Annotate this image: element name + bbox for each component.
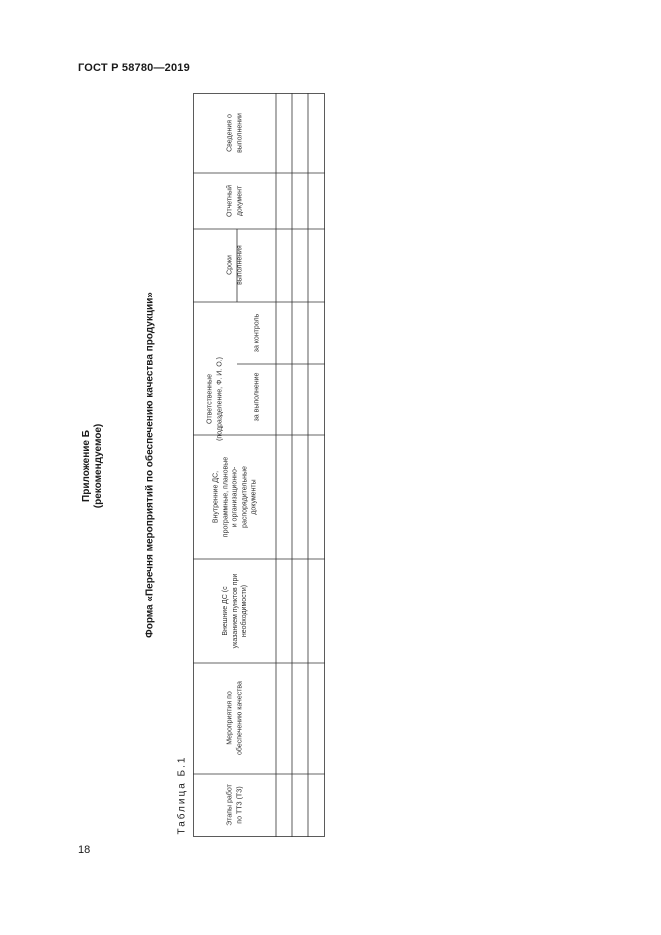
col-header-responsible-execution: за выполнение — [253, 372, 261, 422]
col-header-internal-docs: Внутренние ДС, программные, плановые и организационно- распорядительные документы — [212, 456, 258, 538]
appendix-title-line: Приложение Б — [81, 430, 92, 502]
form-title: Форма «Перечня мероприятий по обеспечению качества продукции» — [144, 292, 156, 638]
table-label: Таблица Б.1 — [176, 755, 188, 835]
col-header-measures: Мероприятия по обеспечению качества — [226, 681, 243, 755]
col-header-responsible-group: Ответственные (подразделение, Ф. И. О.) — [206, 357, 223, 441]
col-header-work-stages: Этапы работ по ТТЗ (ТЗ) — [226, 784, 243, 826]
col-header-completion-info: Сведения о выполнении — [226, 113, 243, 153]
appendix-subtitle: (рекомендуемое) — [93, 423, 104, 509]
data-table — [193, 93, 325, 837]
col-header-external-docs: Внешние ДС (с указанием пунктов при необходимости) — [221, 573, 248, 649]
col-header-responsible-control: за контроль — [253, 313, 261, 353]
appendix-title — [81, 424, 105, 508]
col-header-report-doc: Отчетный документ — [226, 185, 243, 217]
page-number: 18 — [78, 844, 91, 856]
col-header-deadlines: Сроки выполнения — [226, 245, 243, 285]
document-header: ГОСТ Р 58780—2019 — [78, 62, 190, 74]
